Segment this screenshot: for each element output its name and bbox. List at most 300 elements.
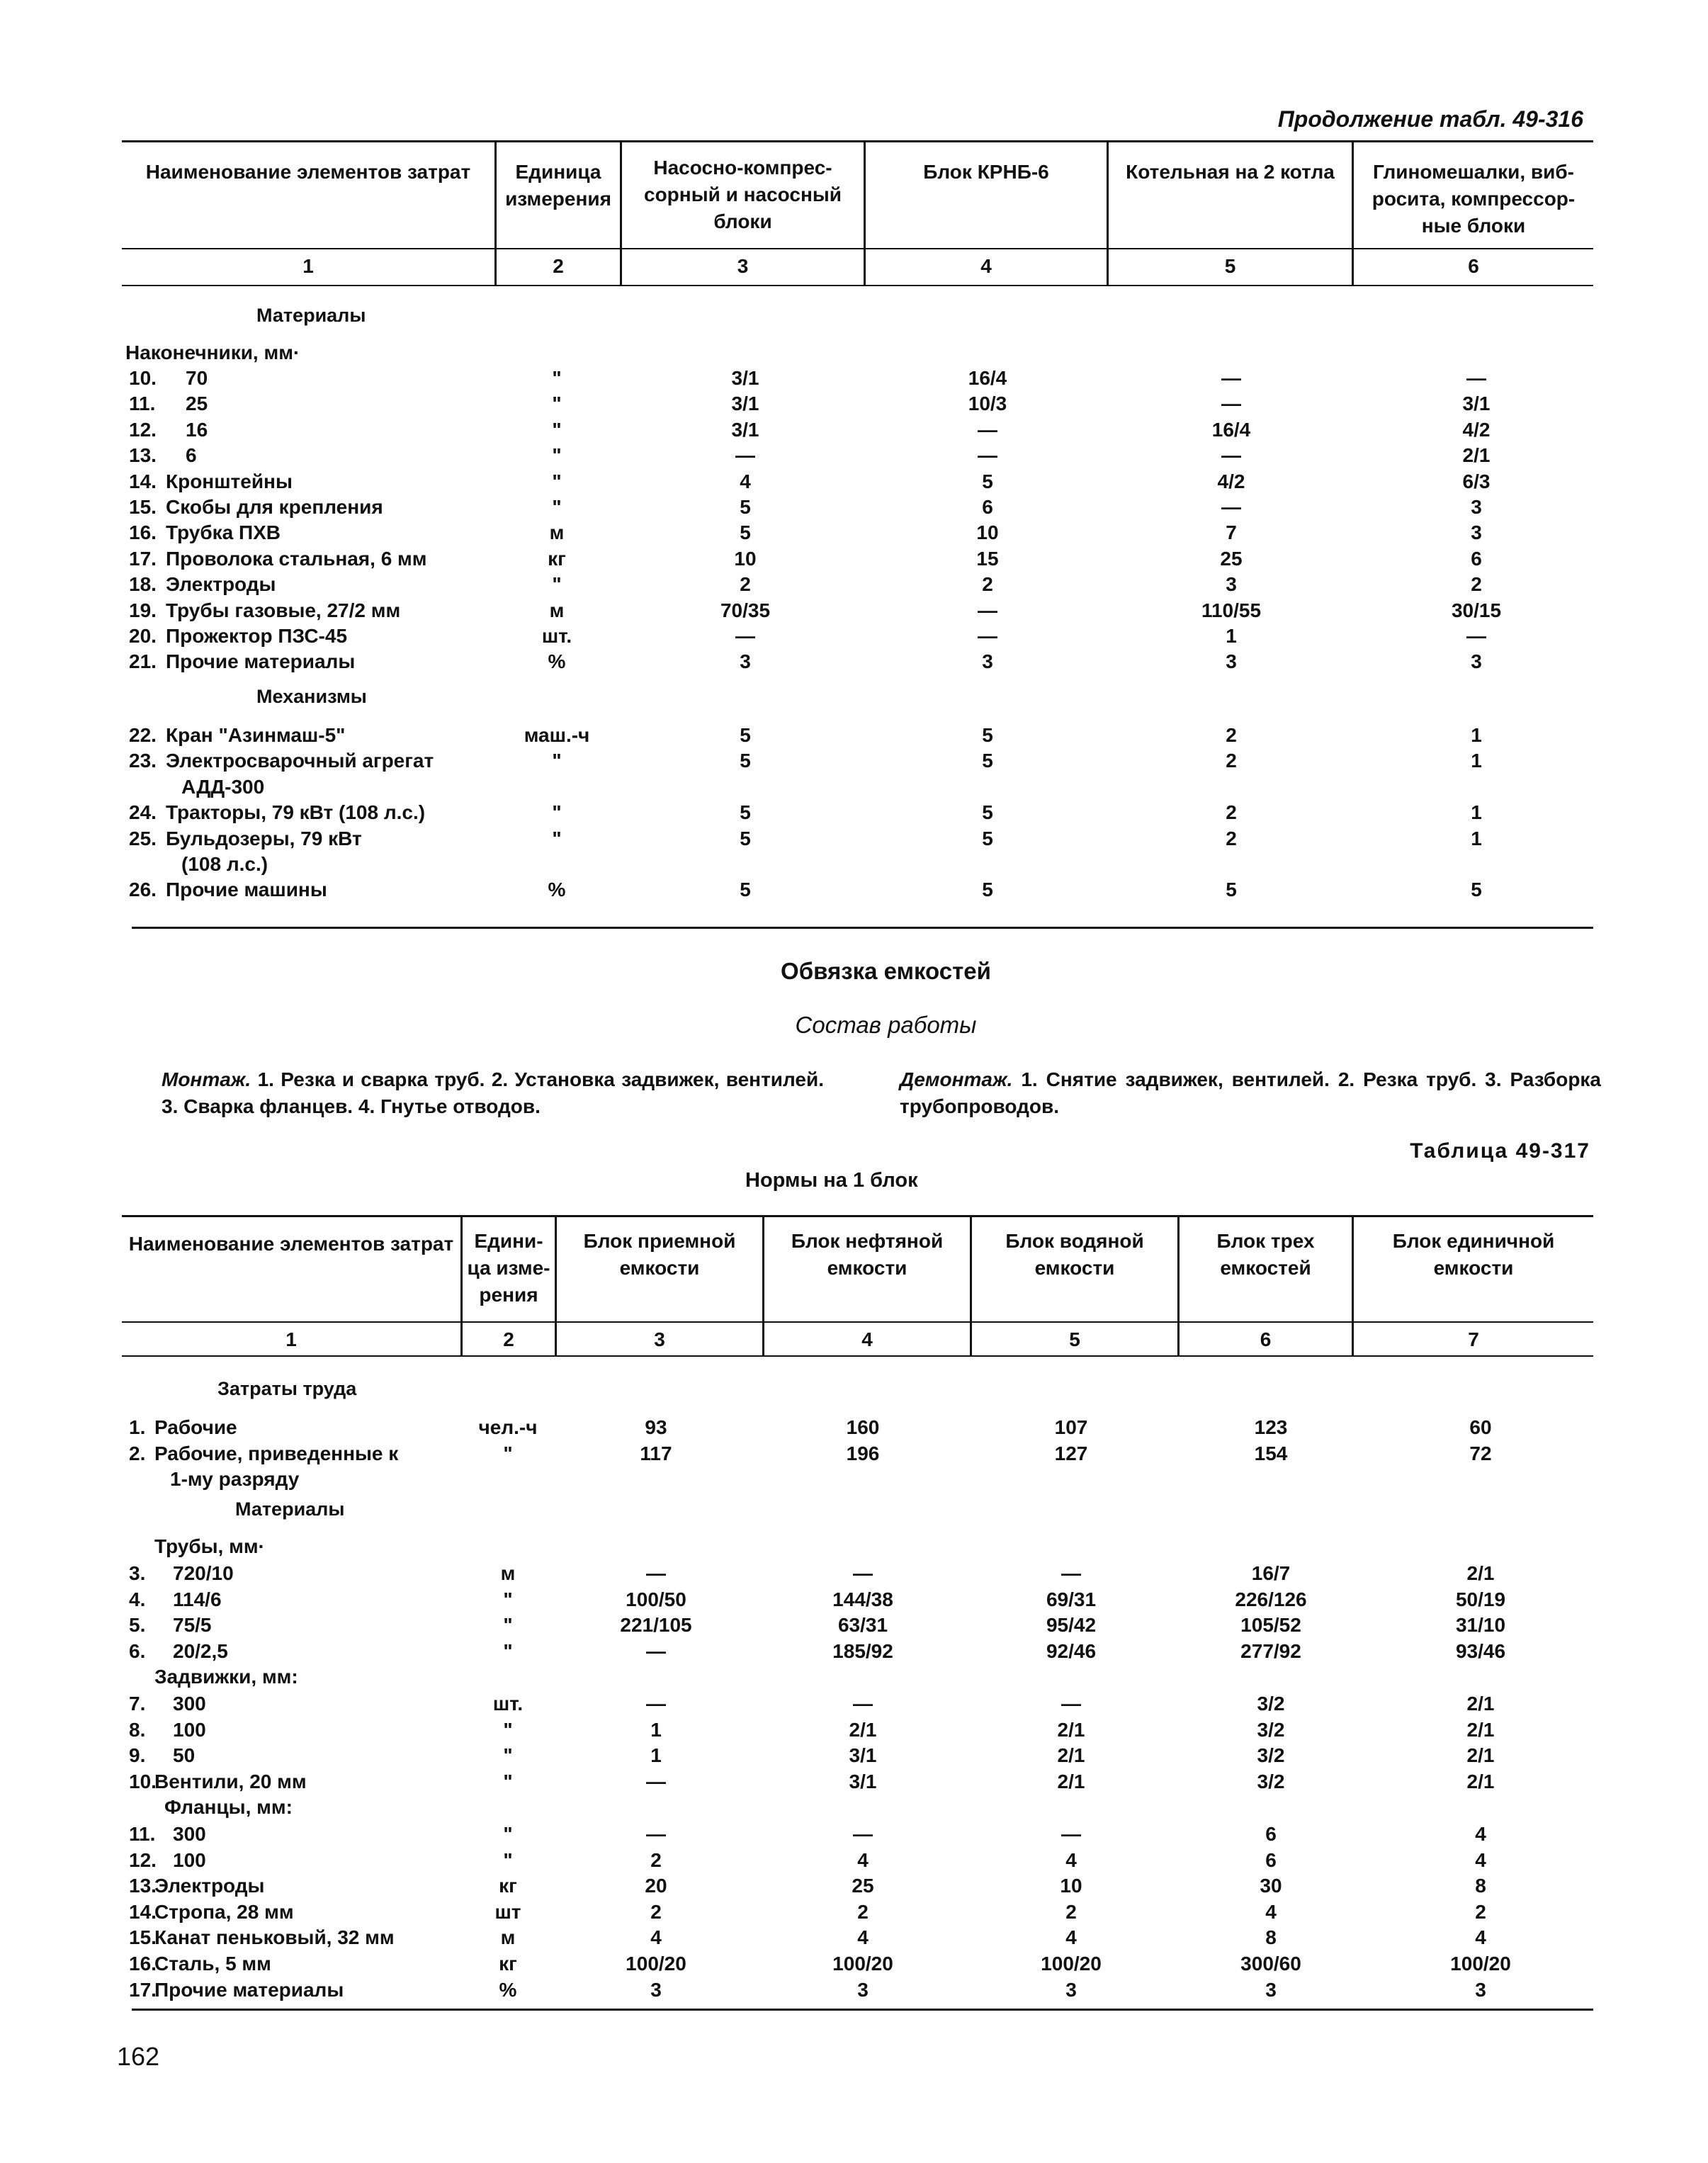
value-cell: 2	[1226, 724, 1237, 746]
table-row	[122, 1822, 1593, 1847]
value-cell: 5	[740, 801, 751, 824]
value-cell: 93/46	[1455, 1639, 1506, 1662]
table-row	[122, 520, 1593, 546]
mount-text: 1. Резка и сварка труб. 2. Установка задвижек, вентилей. 3. Сварка фланцев. 4. Гнутье отводов.	[162, 1068, 824, 1117]
column-number: 5	[1224, 255, 1236, 277]
value-cell: 5	[982, 879, 993, 901]
value-cell: 4	[1475, 1823, 1486, 1845]
value-cell: 4	[857, 1848, 869, 1871]
value-cell: 3/1	[731, 367, 759, 389]
table-end-rule	[132, 927, 1593, 929]
value-cell: —	[1061, 1562, 1081, 1584]
row-name: 100	[173, 1848, 206, 1871]
value-cell: 2	[1226, 750, 1237, 772]
column-number: 6	[1260, 1328, 1272, 1350]
column-number: 6	[1468, 255, 1479, 277]
value-cell: 2/1	[1462, 444, 1491, 467]
row-number: 15.	[129, 496, 157, 518]
value-cell: 2/1	[1466, 1562, 1495, 1584]
value-cell: 3/1	[731, 392, 759, 415]
group-label: Задвижки, мм:	[154, 1666, 298, 1688]
value-cell: 3/2	[1257, 1693, 1285, 1715]
column-number: 3	[654, 1328, 665, 1350]
value-cell: 1	[1471, 827, 1482, 849]
header-cell: Блок трех емкостей	[1216, 1230, 1315, 1279]
value-cell: —	[853, 1823, 873, 1845]
value-cell: 3	[1065, 1978, 1077, 2001]
table-row	[122, 1848, 1593, 1873]
value-cell: 30	[1260, 1875, 1282, 1897]
value-cell: 10	[1060, 1875, 1082, 1897]
value-cell: 144/38	[832, 1588, 893, 1610]
table-row	[122, 1769, 1593, 1795]
unit-cell: кг	[499, 1875, 517, 1897]
value-cell: 5	[740, 879, 751, 901]
table-row	[122, 1925, 1593, 1950]
value-cell: 15	[976, 547, 999, 570]
row-number: 23.	[129, 750, 157, 772]
value-cell: —	[1061, 1693, 1081, 1715]
row-name: 720/10	[173, 1562, 234, 1584]
table-row	[122, 1743, 1593, 1768]
value-cell: —	[978, 625, 997, 647]
table-row	[122, 1441, 1593, 1467]
value-cell: —	[978, 418, 997, 441]
table-row	[122, 443, 1593, 468]
value-cell: 16/4	[1211, 418, 1251, 441]
row-name: 70	[186, 367, 208, 389]
value-cell: 3/1	[849, 1770, 877, 1792]
value-cell: 3	[857, 1978, 869, 2001]
row-number: 10.	[129, 367, 157, 389]
value-cell: 2	[1065, 1900, 1077, 1923]
row-name: Бульдозеры, 79 кВт	[166, 827, 362, 849]
value-cell: 100/50	[626, 1588, 686, 1610]
row-number: 16.	[129, 521, 157, 544]
table-49-316	[122, 140, 1593, 934]
table-row	[122, 1951, 1593, 1977]
mount-paragraph	[162, 1066, 824, 1120]
value-cell: 4	[857, 1926, 869, 1949]
unit-cell: "	[552, 750, 562, 772]
unit-cell: "	[552, 418, 562, 441]
table-row	[122, 1873, 1593, 1899]
value-cell: 127	[1054, 1442, 1088, 1464]
row-number: 12.	[129, 418, 157, 441]
table-row	[122, 1717, 1593, 1743]
table-row	[122, 1977, 1593, 2003]
value-cell: 5	[982, 827, 993, 849]
unit-cell: "	[552, 367, 562, 389]
value-cell: 16/7	[1251, 1562, 1291, 1584]
row-number: 12.	[129, 1848, 157, 1871]
column-number: 2	[553, 255, 564, 277]
value-cell: 3/2	[1257, 1718, 1285, 1741]
row-number: 4.	[129, 1588, 146, 1610]
value-cell: 5	[982, 470, 993, 492]
value-cell: 93	[645, 1416, 667, 1438]
table-row	[122, 391, 1593, 417]
value-cell: 2/1	[849, 1718, 877, 1741]
row-name: Кронштейны	[166, 470, 293, 492]
value-cell: —	[978, 444, 997, 467]
value-cell: 3	[1471, 521, 1482, 544]
table-row	[122, 495, 1593, 520]
value-cell: 16/4	[968, 367, 1007, 389]
value-cell: 123	[1254, 1416, 1288, 1438]
table-row-continuation	[122, 774, 1593, 800]
section-heading: Затраты труда	[217, 1378, 357, 1399]
value-cell: 5	[982, 750, 993, 772]
header-cell: Блок нефтяной емкости	[791, 1230, 944, 1279]
row-name-continuation: АДД-300	[181, 775, 265, 798]
unit-cell: "	[503, 1614, 513, 1637]
row-name: Прочие материалы	[166, 650, 356, 673]
section-subtitle: Состав работы	[795, 1012, 977, 1038]
row-name: 300	[173, 1693, 206, 1715]
column-number: 1	[302, 255, 314, 277]
row-number: 13.	[129, 444, 157, 467]
value-cell: 2/1	[1057, 1744, 1085, 1767]
unit-cell: "	[503, 1442, 513, 1464]
table-row	[122, 623, 1593, 649]
value-cell: 3/1	[1462, 392, 1491, 415]
column-number: 4	[861, 1328, 873, 1350]
value-cell: 4	[1475, 1926, 1486, 1949]
value-cell: 10	[976, 521, 999, 544]
table-row	[122, 546, 1593, 572]
unit-cell: чел.-ч	[478, 1416, 538, 1438]
header-cell: Наименование элементов затрат	[128, 1233, 454, 1255]
value-cell: —	[735, 444, 755, 467]
table-row	[122, 649, 1593, 674]
value-cell: 3	[1471, 496, 1482, 518]
value-cell: 25	[1220, 547, 1243, 570]
value-cell: —	[853, 1693, 873, 1715]
unit-cell: "	[503, 1718, 513, 1741]
value-cell: 3	[1226, 573, 1237, 596]
value-cell: 3/1	[849, 1744, 877, 1767]
table-row	[122, 469, 1593, 495]
column-number: 3	[737, 255, 749, 277]
unit-cell: "	[503, 1770, 513, 1792]
value-cell: 4	[740, 470, 751, 492]
row-number: 7.	[129, 1693, 146, 1715]
value-cell: 3	[1475, 1978, 1486, 2001]
header-cell: Насосно-компрес-сорный и насосный блоки	[644, 157, 842, 232]
value-cell: 10	[734, 547, 757, 570]
header-cell: Глиномешалки, виб-росита, компрессор-ные блоки	[1372, 161, 1576, 237]
unit-cell: м	[549, 599, 565, 621]
value-cell: —	[1221, 496, 1241, 518]
value-cell: —	[1466, 367, 1486, 389]
value-cell: 5	[1226, 879, 1237, 901]
value-cell: 3	[1265, 1978, 1277, 2001]
row-name: Прочие машины	[166, 879, 327, 901]
value-cell: —	[1466, 625, 1486, 647]
value-cell: 2	[1226, 827, 1237, 849]
value-cell: 92/46	[1046, 1639, 1097, 1662]
header-cell: Единица измерения	[505, 161, 611, 210]
continuation-label: Продолжение табл. 49-316	[1277, 106, 1583, 132]
column-number: 4	[980, 255, 992, 277]
value-cell: 100/20	[626, 1953, 686, 1975]
table-rule	[122, 1215, 1593, 1217]
value-cell: 6	[1471, 547, 1482, 570]
value-cell: 2	[857, 1900, 869, 1923]
mount-label: Монтаж.	[162, 1068, 251, 1090]
value-cell: 3	[1471, 650, 1482, 673]
table-row	[122, 598, 1593, 623]
column-number: 7	[1468, 1328, 1479, 1350]
unit-cell: "	[552, 801, 562, 824]
value-cell: 6	[1265, 1848, 1277, 1871]
value-cell: —	[1221, 392, 1241, 415]
value-cell: 30/15	[1451, 599, 1502, 621]
row-name: Электросварочный агрегат	[166, 750, 434, 772]
value-cell: 1	[1471, 750, 1482, 772]
unit-cell: "	[552, 470, 562, 492]
row-number: 14.	[129, 470, 157, 492]
value-cell: 5	[982, 801, 993, 824]
value-cell: 3/1	[731, 418, 759, 441]
header-cell: Блок единичной емкости	[1392, 1230, 1555, 1279]
value-cell: 100/20	[1450, 1953, 1511, 1975]
row-number: 21.	[129, 650, 157, 673]
row-name: 25	[186, 392, 208, 415]
value-cell: 60	[1469, 1416, 1492, 1438]
row-number: 25.	[129, 827, 157, 849]
table-row-continuation	[122, 852, 1593, 877]
value-cell: 5	[740, 827, 751, 849]
unit-cell: "	[503, 1588, 513, 1610]
value-cell: 2/1	[1057, 1770, 1085, 1792]
unit-cell: %	[548, 879, 566, 901]
page-number: 162	[117, 2042, 160, 2071]
unit-cell: "	[503, 1639, 513, 1662]
value-cell: 6	[1265, 1823, 1277, 1845]
value-cell: 2	[1475, 1900, 1486, 1923]
table-row	[122, 417, 1593, 443]
value-cell: —	[853, 1562, 873, 1584]
table-rule	[122, 248, 1593, 249]
dismount-label: Демонтаж.	[900, 1068, 1013, 1090]
row-number: 11.	[129, 392, 156, 415]
dismount-paragraph	[900, 1066, 1601, 1120]
unit-cell: кг	[548, 547, 566, 570]
value-cell: 63/31	[837, 1614, 888, 1637]
value-cell: 6/3	[1462, 470, 1491, 492]
unit-cell: %	[499, 1978, 517, 2001]
header-cell: Блок приемной емкости	[583, 1230, 736, 1279]
value-cell: 3/2	[1257, 1744, 1285, 1767]
row-name: 6	[186, 444, 197, 467]
value-cell: 2/1	[1466, 1770, 1495, 1792]
row-name: Электроды	[154, 1875, 265, 1897]
value-cell: 5	[982, 724, 993, 746]
table-row	[122, 1639, 1593, 1664]
table-row	[122, 723, 1593, 748]
unit-cell: "	[552, 444, 562, 467]
value-cell: 2/1	[1466, 1744, 1495, 1767]
value-cell: 2	[1226, 801, 1237, 824]
value-cell: 4	[650, 1926, 662, 1949]
unit-cell: м	[500, 1926, 516, 1949]
value-cell: 2	[1471, 573, 1482, 596]
table-row	[122, 1899, 1593, 1925]
row-number: 18.	[129, 573, 157, 596]
row-number: 9.	[129, 1744, 146, 1767]
row-name: 20/2,5	[173, 1639, 228, 1662]
value-cell: —	[1221, 444, 1241, 467]
row-number: 15.	[129, 1926, 157, 1949]
row-number: 8.	[129, 1718, 146, 1741]
table-row	[122, 572, 1593, 597]
value-cell: 2	[650, 1900, 662, 1923]
header-cell: Блок КРНБ-6	[923, 161, 1049, 183]
value-cell: 117	[640, 1442, 672, 1464]
row-name: 100	[173, 1718, 206, 1741]
value-cell: 31/10	[1455, 1614, 1506, 1637]
row-number: 17.	[129, 547, 157, 570]
value-cell: 4	[1065, 1926, 1077, 1949]
header-cell: Котельная на 2 котла	[1126, 161, 1335, 183]
column-number: 2	[503, 1328, 514, 1350]
value-cell: 3	[982, 650, 993, 673]
unit-cell: "	[503, 1848, 513, 1871]
row-name-continuation: (108 л.с.)	[181, 853, 268, 875]
row-number: 26.	[129, 879, 157, 901]
value-cell: 5	[740, 750, 751, 772]
value-cell: 105/52	[1240, 1614, 1301, 1637]
column-number: 1	[285, 1328, 297, 1350]
table-row	[122, 1613, 1593, 1638]
value-cell: —	[735, 625, 755, 647]
table-row	[122, 877, 1593, 903]
unit-cell: %	[548, 650, 566, 673]
value-cell: 5	[740, 724, 751, 746]
value-cell: 3	[1226, 650, 1237, 673]
value-cell: 20	[645, 1875, 667, 1897]
row-name: Проволока стальная, 6 мм	[166, 547, 427, 570]
value-cell: —	[646, 1693, 666, 1715]
row-name: Электроды	[166, 573, 276, 596]
unit-cell: "	[552, 496, 562, 518]
value-cell: 95/42	[1046, 1614, 1097, 1637]
section-heading: Механизмы	[256, 686, 367, 707]
value-cell: 5	[740, 496, 751, 518]
section-heading: Материалы	[256, 305, 366, 326]
table-row	[122, 1415, 1593, 1440]
value-cell: 69/31	[1046, 1588, 1097, 1610]
value-cell: —	[978, 599, 997, 621]
value-cell: —	[646, 1823, 666, 1845]
value-cell: 1	[1471, 724, 1482, 746]
row-number: 14.	[129, 1900, 157, 1923]
value-cell: 6	[982, 496, 993, 518]
value-cell: 8	[1475, 1875, 1486, 1897]
unit-cell: "	[503, 1823, 513, 1845]
table-row	[122, 1691, 1593, 1717]
value-cell: 300/60	[1240, 1953, 1301, 1975]
unit-cell: шт	[494, 1900, 521, 1923]
value-cell: —	[646, 1639, 666, 1662]
unit-cell: "	[503, 1744, 513, 1767]
row-name: Тракторы, 79 кВт (108 л.с.)	[166, 801, 426, 824]
value-cell: 1	[650, 1718, 662, 1741]
value-cell: 50/19	[1455, 1588, 1506, 1610]
column-number: 5	[1069, 1328, 1080, 1350]
table-row	[122, 800, 1593, 825]
row-name: Стропа, 28 мм	[154, 1900, 294, 1923]
row-number: 1.	[129, 1416, 146, 1438]
row-number: 6.	[129, 1639, 146, 1662]
value-cell: 160	[846, 1416, 880, 1438]
row-name: Рабочие, приведенные к	[154, 1442, 399, 1464]
table-rule	[122, 285, 1593, 286]
row-number: 2.	[129, 1442, 146, 1464]
value-cell: 7	[1226, 521, 1237, 544]
row-name: 75/5	[173, 1614, 212, 1637]
row-name: Трубка ПХВ	[166, 521, 281, 544]
header-cell: Блок водяной емкости	[1005, 1230, 1144, 1279]
row-name: Кран "Азинмаш-5"	[166, 724, 346, 746]
row-number: 22.	[129, 724, 157, 746]
value-cell: 4/2	[1462, 418, 1491, 441]
header-cell: Едини-ца изме-рения	[467, 1230, 550, 1306]
row-number: 24.	[129, 801, 157, 824]
header-cell: Наименование элементов затрат	[145, 161, 471, 183]
value-cell: 3/2	[1257, 1770, 1285, 1792]
row-number: 5.	[129, 1614, 146, 1637]
value-cell: —	[646, 1562, 666, 1584]
value-cell: 3	[740, 650, 751, 673]
value-cell: 2/1	[1466, 1718, 1495, 1741]
unit-cell: м	[500, 1562, 516, 1584]
table-end-rule	[132, 2009, 1593, 2011]
row-name: 50	[173, 1744, 196, 1767]
row-number: 3.	[129, 1562, 146, 1584]
value-cell: 4	[1065, 1848, 1077, 1871]
unit-cell: шт.	[492, 1693, 524, 1715]
value-cell: 4	[1265, 1900, 1277, 1923]
unit-cell: маш.-ч	[524, 724, 590, 746]
row-name: Сталь, 5 мм	[154, 1953, 271, 1975]
value-cell: 3	[650, 1978, 662, 2001]
value-cell: 1	[1226, 625, 1237, 647]
value-cell: 5	[740, 521, 751, 544]
value-cell: 4/2	[1217, 470, 1245, 492]
row-name-continuation: 1-му разряду	[170, 1468, 300, 1491]
value-cell: 1	[1471, 801, 1482, 824]
table-49-317	[122, 1215, 1593, 2016]
section-title: Обвязка емкостей	[781, 958, 991, 984]
value-cell: 100/20	[832, 1953, 893, 1975]
table-number: Таблица 49-317	[1410, 1139, 1590, 1163]
value-cell: —	[646, 1770, 666, 1792]
group-label: Трубы, мм·	[154, 1535, 265, 1557]
table-row	[122, 366, 1593, 391]
value-cell: 10/3	[968, 392, 1007, 415]
row-name: 16	[186, 418, 208, 441]
row-number: 11.	[129, 1823, 156, 1845]
dismount-text: 1. Снятие задвижек, вентилей. 2. Резка труб. 3. Разборка трубопроводов.	[900, 1068, 1602, 1117]
table-row	[122, 1587, 1593, 1613]
value-cell: 277/92	[1240, 1639, 1301, 1662]
row-name: 114/6	[173, 1588, 222, 1610]
value-cell: 2/1	[1466, 1693, 1495, 1715]
row-number: 20.	[129, 625, 157, 647]
